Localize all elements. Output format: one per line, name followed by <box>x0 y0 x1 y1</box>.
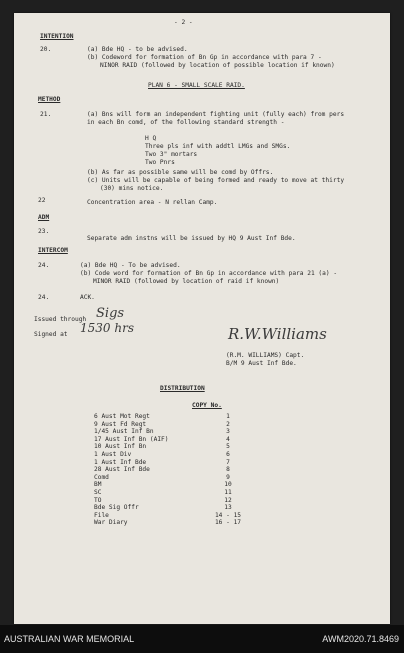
distribution-copy-number: 10 <box>224 481 232 489</box>
distribution-heading: DISTRIBUTION <box>160 385 205 392</box>
footer <box>0 625 404 653</box>
distribution-unit: Comd <box>94 473 109 481</box>
para-20-b-line2: NINOR RAID (followed by location of possible location if known) <box>100 62 335 69</box>
distribution-row <box>94 519 258 527</box>
issued-value: Sigs <box>96 306 125 321</box>
para-25-number: 24. <box>38 294 50 301</box>
distribution-unit: File <box>94 511 109 519</box>
signed-label: Signed at <box>34 331 68 338</box>
distribution-row <box>94 413 258 421</box>
para-21-c-line2: (30) mins notice. <box>100 185 164 192</box>
distribution-row <box>94 481 258 489</box>
distribution-unit: SC <box>94 488 102 496</box>
distribution-row <box>94 443 258 451</box>
para-21-a-line1: (a) Bns will form an independent fighting unit (fully each) from pers <box>87 111 345 118</box>
signatory-title: B/M 9 Aust Inf Bde. <box>226 360 297 367</box>
para-21-number: 21. <box>40 111 52 118</box>
distribution-copy-number: 12 <box>224 496 232 504</box>
distribution-row <box>94 512 258 520</box>
distribution-row <box>94 428 258 436</box>
para-25-text: ACK. <box>80 294 95 301</box>
distribution-copy-number: 9 <box>226 473 230 481</box>
distribution-row <box>94 489 258 497</box>
para-21-c-line1: (c) Units will be capable of being formed and ready to move at thirty <box>87 177 345 184</box>
footer-institution: AUSTRALIAN WAR MEMORIAL <box>4 634 135 644</box>
distribution-copy-number: 4 <box>226 435 230 443</box>
signed-value: 1530 hrs <box>80 321 134 335</box>
distribution-copy-number: 7 <box>226 458 230 466</box>
distribution-unit: 17 Aust Inf Bn (AIF) <box>94 435 169 443</box>
distribution-unit: 28 Aust Inf Bde <box>94 466 150 474</box>
distribution-copy-number: 8 <box>226 466 230 474</box>
issued-label: Issued through <box>34 316 87 323</box>
para-22-number: 22 <box>38 197 46 204</box>
signature: R.W.Williams <box>228 325 327 343</box>
para-24-b-line1: (b) Code word for formation of Bn Gp in accordance with para 21 (a) - <box>80 270 338 277</box>
copy-no-heading: COPY No. <box>192 402 222 409</box>
distribution-copy-number: 14 - 15 <box>214 511 242 519</box>
plan-heading: PLAN 6 - SMALL SCALE RAID. <box>148 82 245 89</box>
distribution-row <box>94 459 258 467</box>
para-24-number: 24. <box>38 262 50 269</box>
distribution-unit: Bde Sig Offr <box>94 504 139 512</box>
distribution-unit: BM <box>94 481 102 489</box>
footer-accession-number: AWM2020.71.8469 <box>322 634 399 644</box>
strength-mortars: Two 3" mortars <box>145 151 198 158</box>
strength-hq: H Q <box>145 135 157 142</box>
distribution-row <box>94 497 258 505</box>
para-20-number: 20. <box>40 46 52 53</box>
distribution-row <box>94 504 258 512</box>
distribution-row <box>94 436 258 444</box>
distribution-unit: War Diary <box>94 519 128 527</box>
para-23-text: Separate adm instns will be issued by HQ 9 Aust Inf Bde. <box>87 235 296 242</box>
distribution-copy-number: 3 <box>226 428 230 436</box>
distribution-copy-number: 6 <box>226 450 230 458</box>
distribution-unit: 10 Aust Inf Bn <box>94 443 147 451</box>
para-20-a: (a) Bde HQ - to be advised. <box>87 46 188 53</box>
para-24-b-line2: MINOR RAID (followed by location of raid if known) <box>93 278 280 285</box>
signatory-name: (R.M. WILLIAMS) Capt. <box>226 352 305 359</box>
distribution-copy-number: 16 - 17 <box>214 519 242 527</box>
distribution-copy-number: 11 <box>224 488 232 496</box>
strength-pls: Three pls inf with addtl LMGs and SMGs. <box>145 143 291 150</box>
strength-pnrs: Two Pnrs <box>145 159 175 166</box>
distribution-row <box>94 421 258 429</box>
para-24-a: (a) Bde HQ - To be advised. <box>80 262 181 269</box>
document-page <box>14 13 390 624</box>
adm-heading: ADM <box>38 214 50 221</box>
para-20-b-line1: (b) Codeword for formation of Bn Gp in accordance with para 7 - <box>87 54 322 61</box>
distribution-copy-number: 2 <box>226 420 230 428</box>
distribution-row <box>94 474 258 482</box>
intercom-heading: INTERCOM <box>38 247 68 254</box>
distribution-row <box>94 451 258 459</box>
distribution-row <box>94 466 258 474</box>
distribution-unit: TO <box>94 496 102 504</box>
distribution-copy-number: 5 <box>226 443 230 451</box>
distribution-unit: 1 Aust Inf Bde <box>94 458 147 466</box>
method-heading: METHOD <box>38 96 61 103</box>
distribution-unit: 1/45 Aust Inf Bn <box>94 428 154 436</box>
para-22-text: Concentration area - N rellan Camp. <box>87 199 218 206</box>
para-21-b: (b) As far as possible same will be comd by Offrs. <box>87 169 274 176</box>
intention-heading: INTENTION <box>40 33 74 40</box>
page-number: - 2 - <box>174 19 193 26</box>
distribution-list <box>94 413 258 527</box>
distribution-copy-number: 1 <box>226 413 230 420</box>
distribution-unit: 9 Aust Fd Regt <box>94 420 147 428</box>
para-21-a-line2: in each Bn comd, of the following standard strength - <box>87 119 285 126</box>
para-23-number: 23. <box>38 228 50 235</box>
distribution-copy-number: 13 <box>224 504 232 512</box>
distribution-unit: 1 Aust Div <box>94 450 132 458</box>
distribution-unit: 6 Aust Mot Regt <box>94 413 150 420</box>
